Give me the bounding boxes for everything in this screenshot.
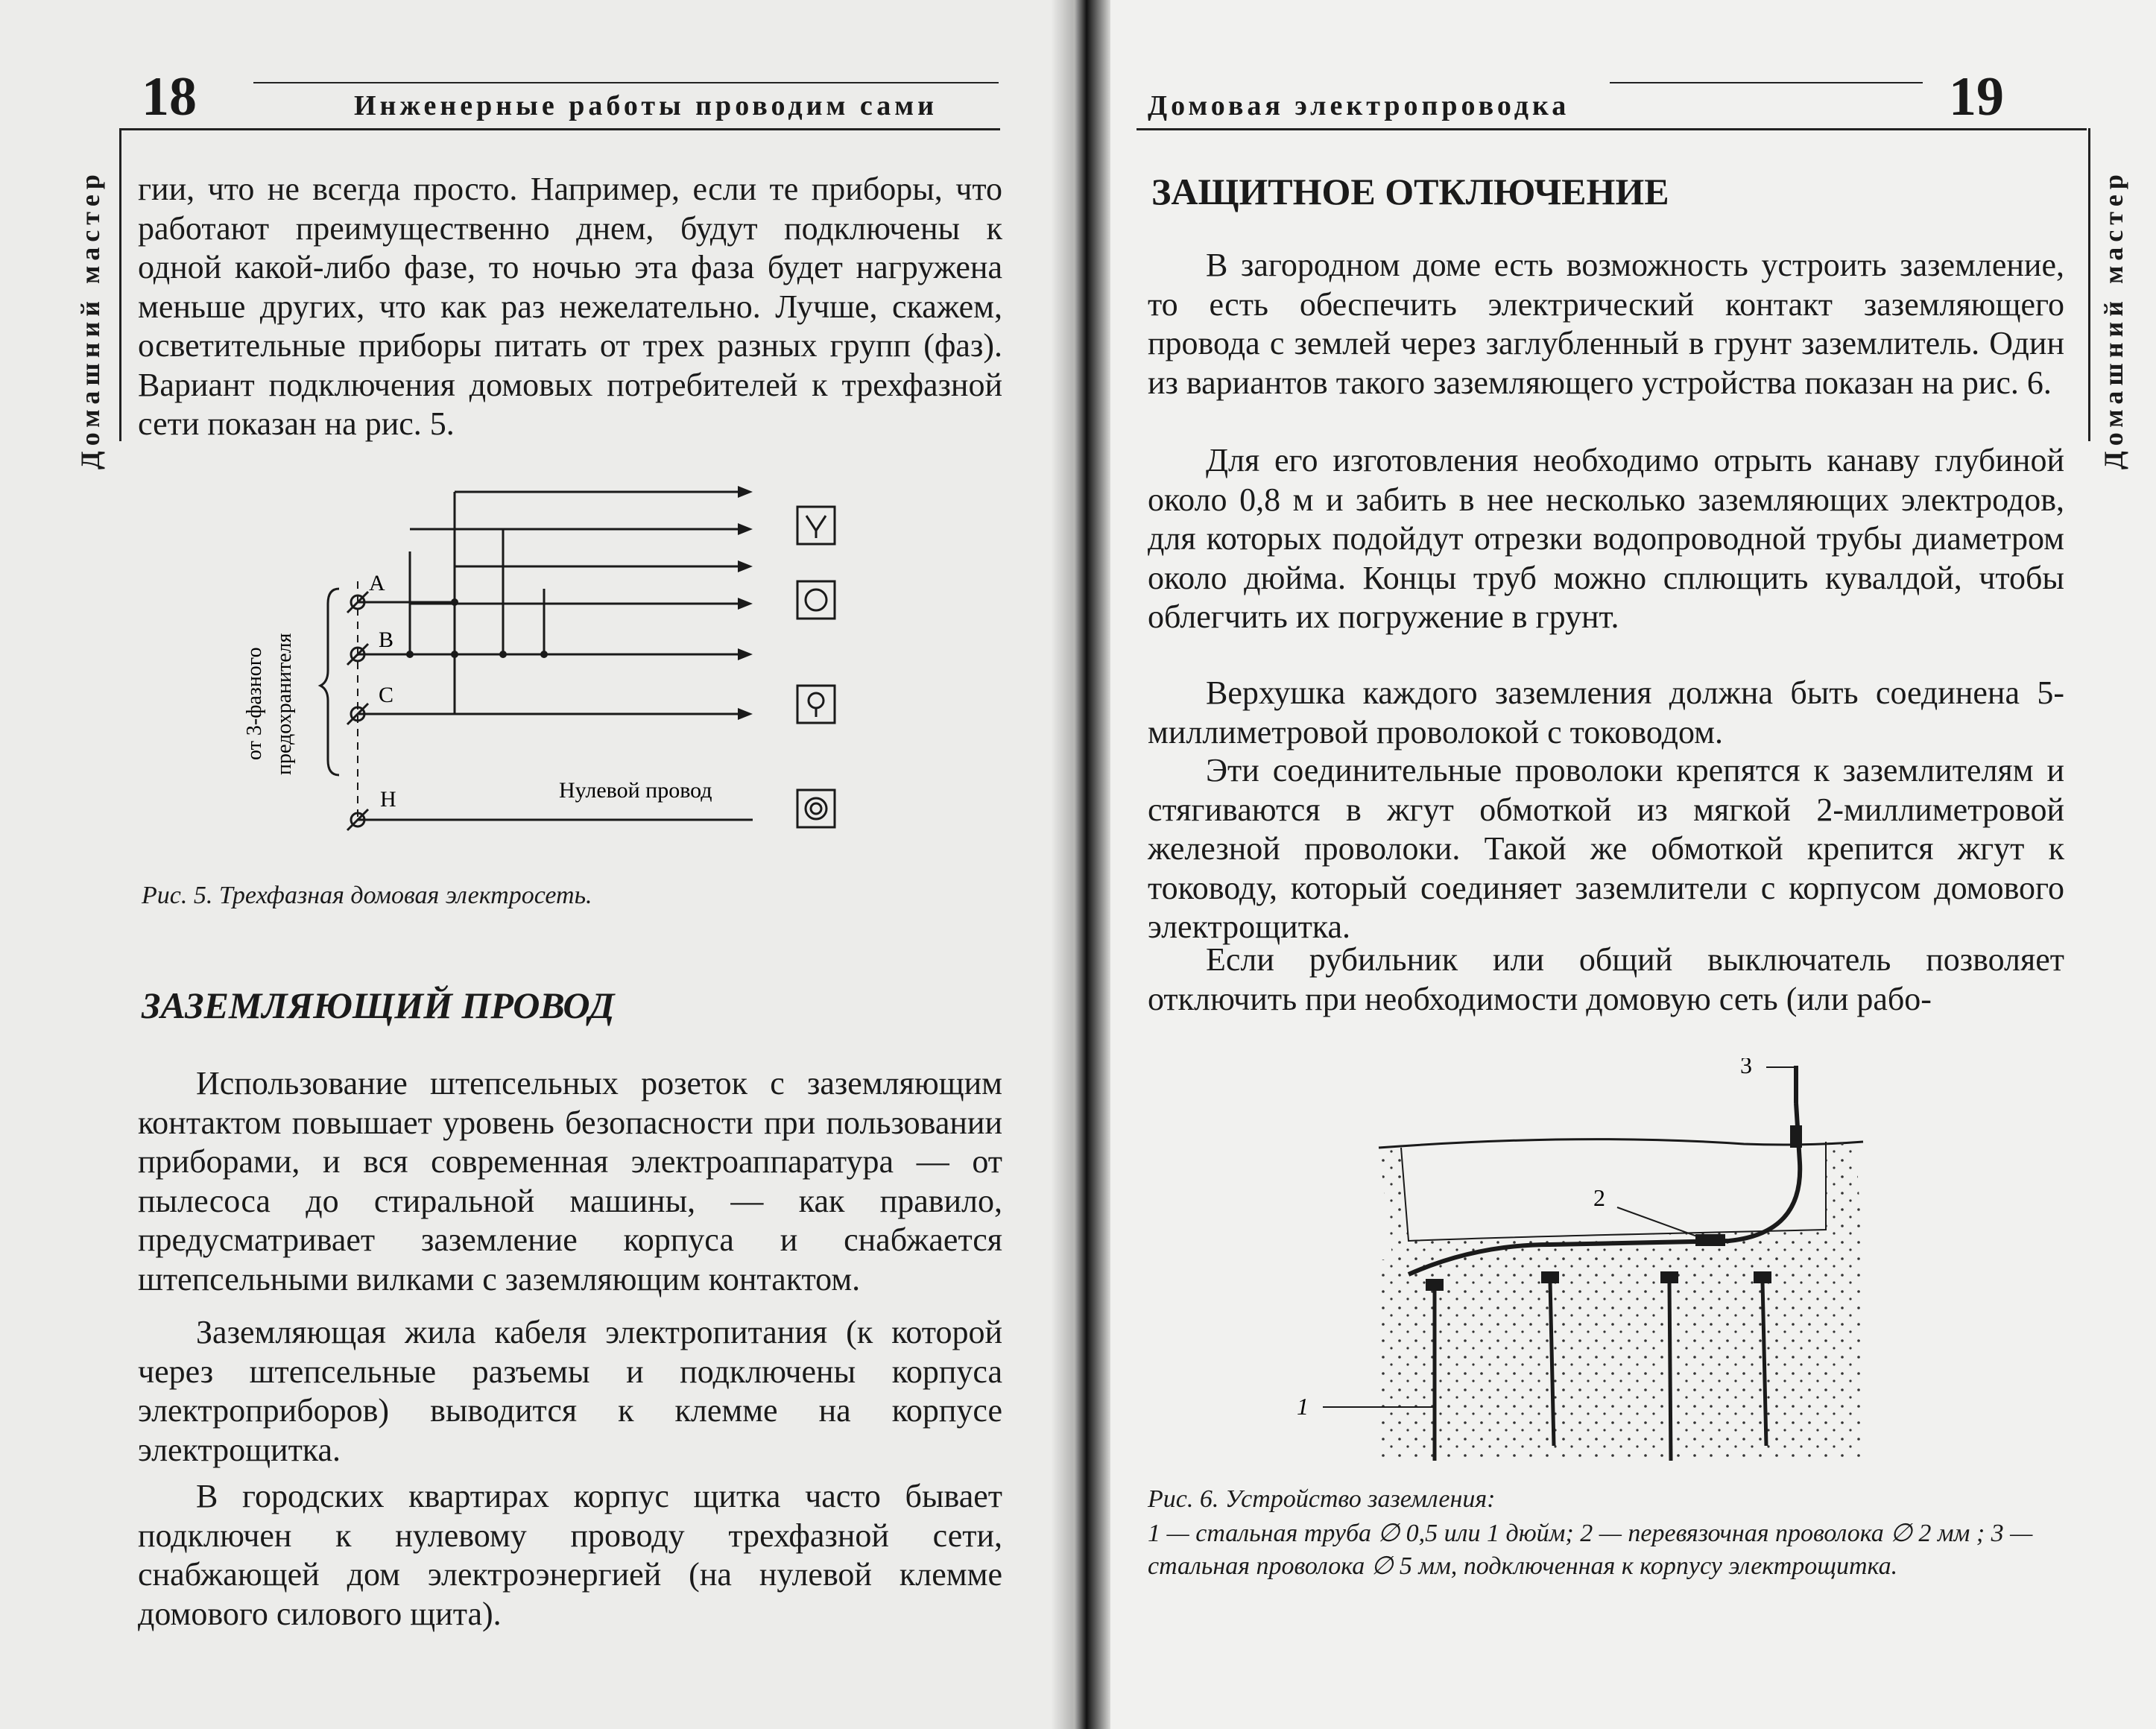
- left-intro-paragraph: гии, что не всегда просто. Например, если те приборы, что работают преимущественно днем, будут подключены к одной какой-либо фазе, то ночью эта фаза будет нагружена меньше других, что как раз нежелательно. Лучше, скажем, осветительные приборы питать от трех разных групп (фаз). Вариант подключения домовых потребителей к трехфазной сети показан на рис. 5.: [138, 171, 1002, 442]
- right-head-rule-top: [1610, 82, 1923, 83]
- book-gutter: [1051, 0, 1110, 1729]
- right-paragraph-4: Эти соединительные проволоки крепятся к заземлителям и стягиваются в жгут обмоткой из мягкой 2-миллиметровой железной проволоки. Такой же обмоткой крепится жгут к тоководу, который соединяет заземлители с корпусом домового электрощитка.: [1148, 752, 2064, 945]
- right-side-label: Домашний мастер: [2099, 169, 2128, 470]
- label-neutral-wire: Нулевой провод: [559, 778, 712, 803]
- left-page: [0, 0, 1073, 1729]
- right-paragraph-3: Верхушка каждого заземления должна быть соединена 5-миллиметровой проволокой с тоководом.: [1148, 674, 2064, 750]
- label-source-line1: от 3-фазного: [243, 647, 266, 760]
- left-side-label: Домашний мастер: [75, 169, 105, 470]
- figure-5-diagram: [216, 462, 872, 850]
- fig6-label-2: 2: [1593, 1184, 1605, 1211]
- trench-outline: [1401, 1142, 1826, 1241]
- soil-deep: [1379, 1259, 1863, 1461]
- right-page: [1073, 0, 2156, 1729]
- figure-6-caption-title: Рис. 6. Устройство заземления:: [1148, 1485, 1496, 1513]
- left-page-number: 18: [142, 66, 197, 127]
- fig6-label-3: 3: [1740, 1058, 1752, 1078]
- label-terminal-b: B: [379, 628, 394, 652]
- label-terminal-n: Н: [380, 787, 396, 812]
- left-side-rule: [119, 128, 121, 441]
- left-head-rule-top: [253, 82, 999, 83]
- lamp-icon: [797, 686, 835, 723]
- neutral-consumer-icon: [797, 790, 835, 827]
- right-section-heading: ЗАЩИТНОЕ ОТКЛЮЧЕНИЕ: [1151, 171, 1669, 212]
- figure-5-brace: [320, 589, 339, 775]
- left-running-head: Инженерные работы проводим сами: [354, 90, 938, 121]
- fig6-label-1: 1: [1297, 1393, 1309, 1420]
- right-paragraph-2: Для его изготовления необходимо отрыть канаву глубиной около 0,8 м и забить в нее несколько заземляющих электродов, для которых подойдут отрезки водопроводной трубы диаметром около дюйма. Концы труб можно сплющить кувалдой, чтобы облегчить их погружение в грунт.: [1148, 442, 2064, 635]
- consumer-box-1: [797, 507, 835, 544]
- label-terminal-c: C: [379, 683, 394, 707]
- label-source-line2: предохранителя: [273, 633, 296, 775]
- binding-wire: [1695, 1234, 1725, 1246]
- figure-6-caption-body: 1 — стальная труба ∅ 0,5 или 1 дюйм; 2 — перевязочная проволока ∅ 2 мм ; 3 — стальная проволока ∅ 5 мм, подключенная к корпусу электрощитка.: [1148, 1520, 2033, 1580]
- right-paragraph-1: В загородном доме есть возможность устроить заземление, то есть обеспечить электрический контакт заземляющего провода с землей через заглубленный в грунт заземлитель. Один из вариантов такого заземляющего устройства показан на рис. 6.: [1148, 247, 2064, 401]
- left-paragraph-2: Заземляющая жила кабеля электропитания (к которой через штепсельные разъемы и подключены корпуса электроприборов) выводится к клемме на корпусе электрощитка.: [138, 1314, 1002, 1468]
- right-side-rule: [2088, 128, 2090, 441]
- left-head-rule: [121, 128, 1000, 130]
- figure-6-diagram: [1282, 1058, 1953, 1483]
- figure-5-caption: Рис. 5. Трехфазная домовая электросеть.: [142, 882, 592, 909]
- left-section-heading: ЗАЗЕМЛЯЮЩИЙ ПРОВОД: [142, 984, 615, 1026]
- left-paragraph-1: Использование штепсельных розеток с заземляющим контактом повышает уровень безопасности при пользовании приборами, и вся современная электроаппаратура — от пылесоса до стиральной машины, — как правило, предусматривает заземление корпуса и снабжается штепсельными вилками с заземляющим контактом.: [138, 1065, 1002, 1297]
- right-head-rule: [1137, 128, 2087, 130]
- left-paragraph-3: В городских квартирах корпус щитка часто бывает подключен к нулевому проводу трехфазной сети, снабжающей дом электроэнергией (на нулевой клемме домового силового щита).: [138, 1478, 1002, 1632]
- label-terminal-a: A: [369, 571, 385, 595]
- wire-3-wrap: [1790, 1125, 1802, 1148]
- right-running-head: Домовая электропроводка: [1148, 90, 1570, 121]
- right-page-number: 19: [1949, 66, 2004, 127]
- right-paragraph-5: Если рубильник или общий выключатель позволяет отключить при необходимости домовую сеть (или рабо-: [1148, 941, 2064, 1017]
- socket-icon: [797, 581, 835, 619]
